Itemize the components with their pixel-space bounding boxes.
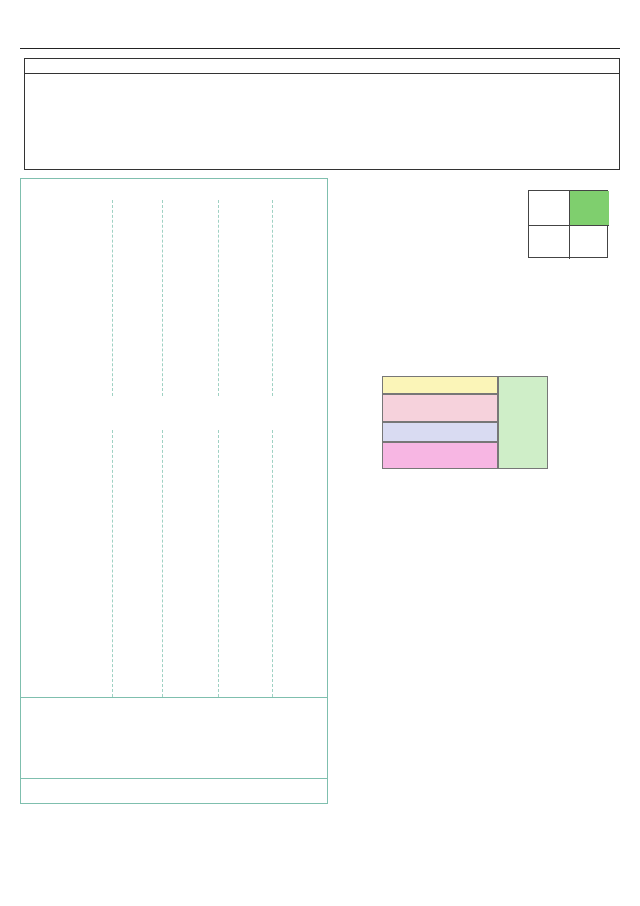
volume-time-chart bbox=[336, 176, 518, 362]
col-divider bbox=[218, 430, 219, 697]
patient-info-box bbox=[24, 58, 620, 170]
flow-volume-chart bbox=[336, 486, 616, 750]
col-divider bbox=[112, 200, 113, 396]
severity-very-severe bbox=[382, 442, 498, 469]
severity-moderate bbox=[382, 394, 498, 422]
severity-severe bbox=[382, 422, 498, 442]
measurement-table bbox=[20, 178, 328, 786]
pneumoconiosis-judgement-box bbox=[20, 778, 328, 804]
col-divider bbox=[272, 430, 273, 697]
title-underline bbox=[20, 48, 620, 49]
col-divider bbox=[162, 430, 163, 697]
col-divider bbox=[162, 200, 163, 396]
class-hline bbox=[529, 225, 609, 226]
col-divider bbox=[272, 200, 273, 396]
patient-info-divider bbox=[24, 73, 620, 74]
class-grid bbox=[528, 190, 608, 258]
interpretation-box bbox=[20, 697, 328, 786]
col-divider bbox=[218, 200, 219, 396]
col-divider bbox=[112, 430, 113, 697]
severity-mild bbox=[382, 376, 498, 394]
normal-zone bbox=[569, 191, 609, 225]
severity-normal-zone bbox=[498, 376, 548, 469]
